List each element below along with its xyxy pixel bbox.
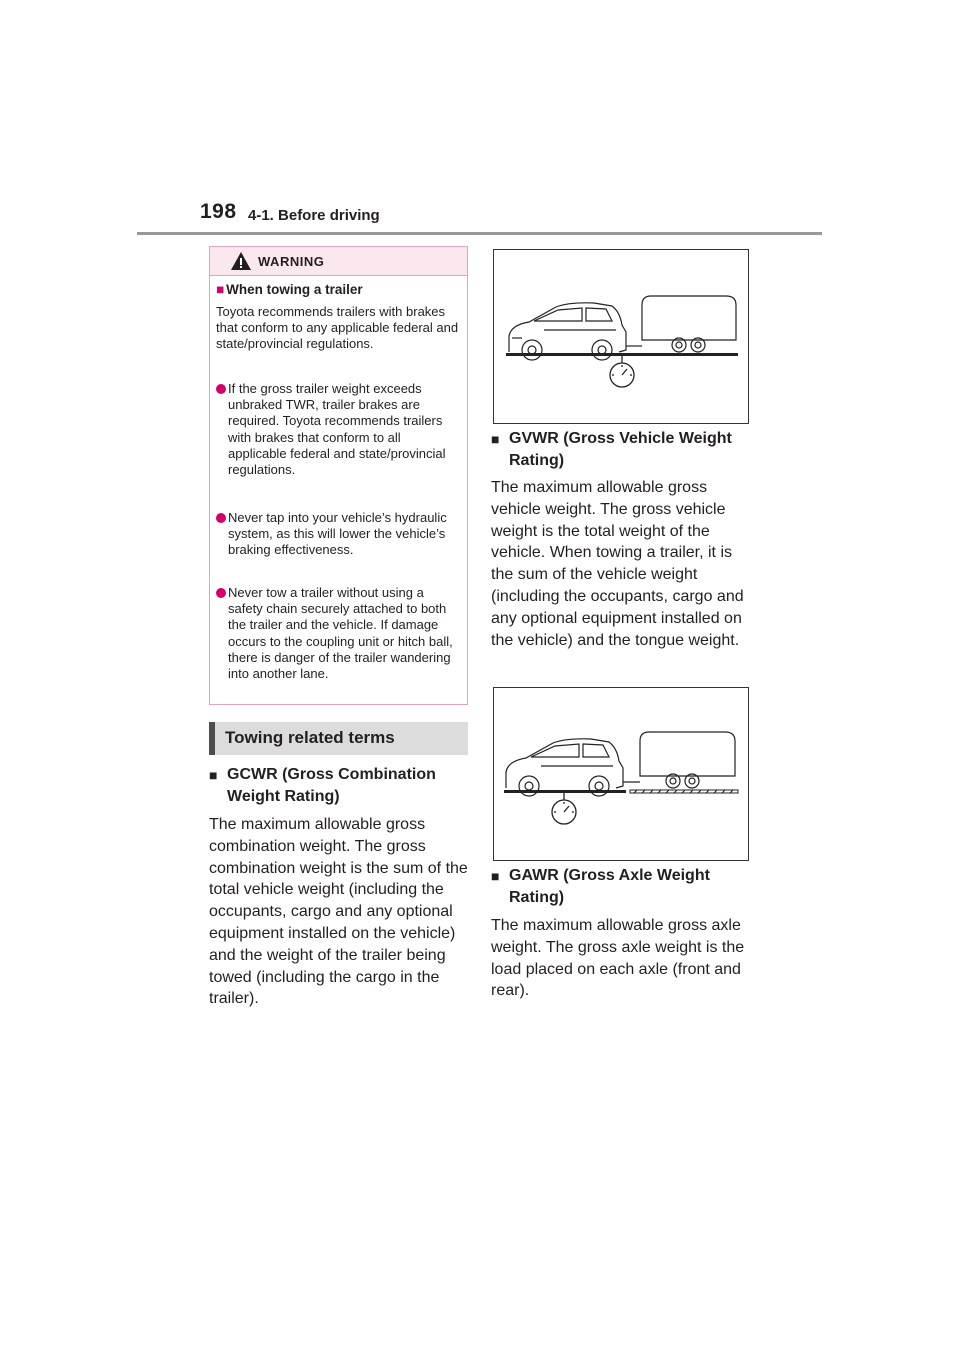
rear-hatched-platform — [630, 790, 738, 793]
ground-platform — [506, 353, 738, 356]
page-number: 198 — [200, 200, 237, 223]
gawr-illustration — [493, 687, 749, 861]
warning-header — [210, 247, 467, 276]
scale-gauge-icon — [552, 793, 576, 824]
gawr-heading: ■ GAWR (Gross Axle Weight Rating) — [491, 867, 710, 906]
gvwr-body: The maximum allowable gross vehicle weight. The gross vehicle weight is the total weight of the vehicle. When towing a trailer, it is the sum of the vehicle weight (including the occupants, cargo and any optional equipment installed on the vehicle) and the tongue weight. — [491, 479, 744, 649]
gawr-body: The maximum allowable gross axle weight. The gross axle weight is the load placed on each axle (front and rear). — [491, 917, 745, 1000]
warning-box — [209, 246, 468, 705]
vehicle-illustration — [506, 739, 623, 796]
warning-subheading: ■ When towing a trailer — [216, 282, 363, 297]
gcwr-body: The maximum allowable gross combination weight. The gross combination weight is the sum of the total vehicle weight (including the occupants, cargo and any optional equipment installed on the vehicle) and the weight of the trailer being towed (including the cargo in the trailer). — [209, 816, 468, 1008]
front-platform — [504, 790, 626, 793]
section-title: 4-1. Before driving — [248, 207, 380, 224]
warning-bullet: If the gross trailer weight exceeds unbraked TWR, trailer brakes are required. Toyota recommends trailers with brakes that conform to all applicable federal and state/provincial regulations. — [216, 381, 462, 478]
square-bullet-icon: ■ — [209, 767, 218, 783]
bullet-dot-icon — [216, 384, 226, 394]
square-bullet-icon: ■ — [491, 431, 500, 447]
gvwr-heading: ■ GVWR (Gross Vehicle Weight Rating) — [491, 430, 732, 469]
warning-triangle-icon — [230, 251, 252, 271]
warning-bullet: Never tow a trailer without using a safety chain securely attached to both the trailer and the vehicle. If damage occurs to the coupling unit or hitch ball, there is danger of the trailer wandering into another lane. — [216, 585, 462, 682]
warning-intro: Toyota recommends trailers with brakes that conform to any applicable federal and state/provincial regulations. — [216, 304, 459, 352]
square-bullet-icon: ■ — [216, 282, 225, 297]
square-bullet-icon: ■ — [491, 868, 500, 884]
header-rule — [137, 232, 822, 235]
gvwr-illustration — [493, 249, 749, 424]
bullet-dot-icon — [216, 588, 226, 598]
towing-terms-heading: Towing related terms — [209, 722, 468, 755]
warning-bullet: Never tap into your vehicle’s hydraulic system, as this will lower the vehicle’s braking effectiveness. — [216, 510, 462, 559]
trailer-illustration — [626, 296, 736, 352]
warning-title: WARNING — [258, 254, 325, 269]
trailer-illustration — [623, 732, 735, 788]
vehicle-illustration — [509, 303, 626, 360]
gcwr-heading: ■ GCWR (Gross Combination Weight Rating) — [209, 766, 436, 805]
scale-gauge-icon — [610, 356, 634, 387]
bullet-dot-icon — [216, 513, 226, 523]
